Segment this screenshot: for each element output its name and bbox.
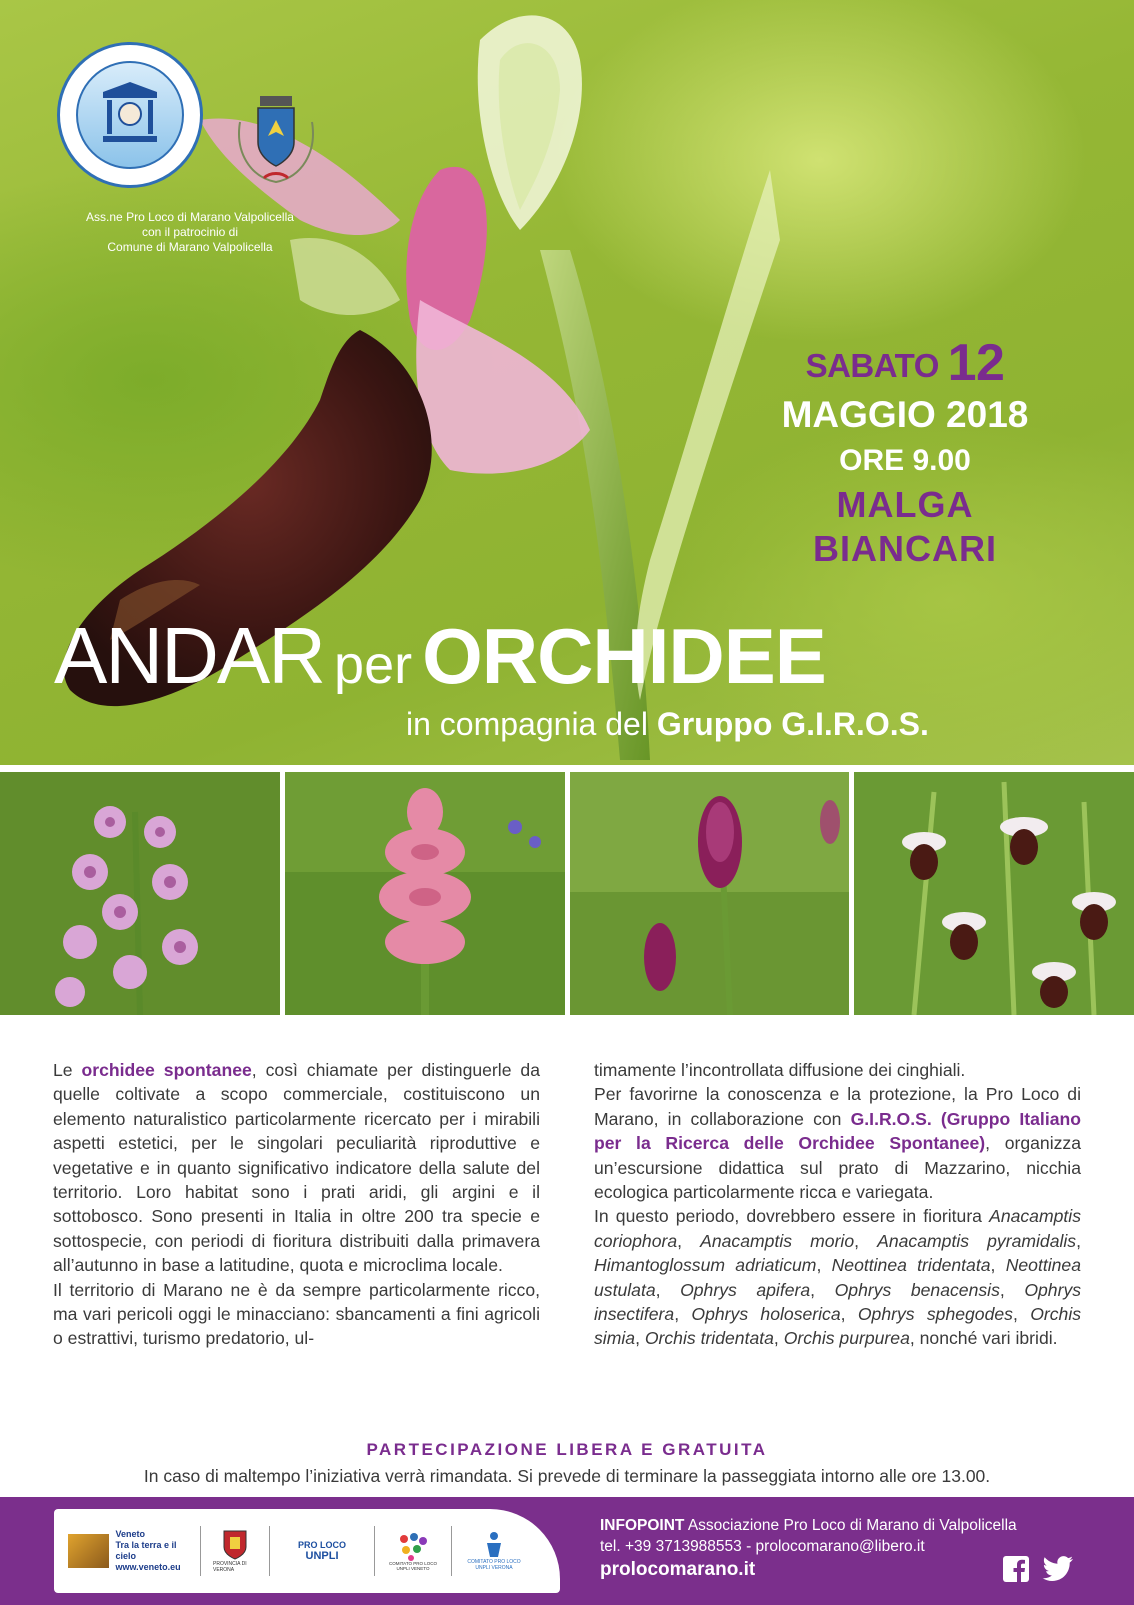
sponsor-comitato-verona [464,1531,524,1571]
infopoint [600,1515,1017,1583]
orchid-photo-4-image [854,772,1134,1015]
website-link[interactable]: prolocomarano.it [600,1559,756,1580]
title-orchidee: ORCHIDEE [422,612,826,700]
collab-pre: Per favorirne la conoscenza e la protezione, la Pro Loco di Marano, in collaborazione con [594,1084,1081,1129]
species-name: Orchis tridentata [644,1328,774,1349]
photo-orchid-4 [854,772,1134,1015]
organizer-caption [60,210,320,255]
veneto-image [68,1534,109,1568]
veneto-tagline: Tra la terra e il cielo [115,1540,177,1561]
event-date-block [740,334,1070,571]
comune-coat-of-arms [230,92,322,188]
photo-orchid-3 [570,772,850,1015]
event-month-year: MAGGIO 2018 [781,394,1029,435]
species-name: Ophrys insectifera [594,1279,1082,1325]
infopoint-text: Associazione Pro Loco di Marano di Valpolicella [684,1517,1017,1534]
event-day [740,334,1070,392]
species-name: Ophrys holoserica [691,1304,841,1325]
footer [0,1497,1134,1605]
photo-orchid-1 [0,772,280,1015]
provincia-label: PROVINCIA DI VERONA [213,1561,247,1573]
sponsor-veneto [68,1527,188,1575]
sponsor-logos [54,1509,560,1593]
species-name: Ophrys sphegodes [857,1304,1013,1325]
subtitle-prefix: in compagnia del [406,706,648,742]
sponsor-divider [269,1526,270,1576]
comitato-dots-icon [396,1531,430,1561]
collab-post: , organizza un’escursione didattica sul prato di Mazzarino, nicchia ecologica particolarmente ricca e variegata. [594,1133,1082,1203]
sponsor-divider [374,1526,375,1576]
event-place-line-1: MALGA [836,484,974,525]
paragraph-collaboration [594,1082,1081,1204]
day-number: 12 [947,334,1005,392]
veneto-url: www.veneto.eu [115,1562,181,1572]
intro-post: , così chiamate per distinguerle da quelle coltivate a scopo commerciale, costituiscono un elemento naturalistico particolarmente ricercato per i mirabili aspetti estetici, per le singolari peculiarità riproduttive e vegetative e in quanto significativo indicatore della salute del territorio. Loro habitat sono i prati aridi, gli argini e il sottobosco. Sono presenti in Italia in oltre 200 tra specie e sottospecie, con periodi di fioritura distribuiti dalla primavera all’autunno in base a latitudine, quota e microclima locale. [53,1060,540,1276]
paragraph-intro [53,1058,540,1278]
day-label: SABATO [805,347,939,384]
orchid-photo-gallery [0,772,1134,1015]
hero-banner [0,0,1134,765]
veneto-text [115,1529,188,1573]
paragraph-threats: Il territorio di Marano ne è da sempre particolarmente ricco, ma vari pericoli oggi le minacciano: sbancamenti a fini agricoli o estrattivi, turismo predatorio, ul- [53,1279,540,1349]
sponsor-divider [200,1526,201,1576]
collab-highlight: G.I.R.O.S. (Gruppo Italiano per la Ricerca delle Orchidee Spontanee) [594,1108,1081,1154]
social-links [1002,1555,1074,1583]
contact-line[interactable]: tel. +39 3713988553 - prolocomarano@libero.it [600,1538,925,1555]
intro-highlight: orchidee spontanee [81,1060,252,1080]
title-per: per [334,635,413,695]
unpli-label: UNPLI [305,1550,339,1562]
orchid-photo-2-image [285,772,565,1015]
caption-line-2: con il patrocinio di [141,225,239,239]
sponsor-comitato-veneto [387,1531,439,1571]
event-time: ORE 9.00 [839,444,971,477]
species-name: Ophrys apifera [680,1279,811,1300]
infopoint-label: INFOPOINT [600,1517,685,1534]
species-name: Orchis simia [594,1304,1082,1349]
comitato-label: COMITATO PRO LOCO UNPLI VENETO [388,1561,437,1571]
paragraph-threats-cont: timamente l’incontrollata diffusione dei cinghiali. [594,1060,966,1080]
infopoint-line [600,1515,1017,1536]
photo-orchid-2 [285,772,565,1015]
verona-figure-icon [483,1531,505,1559]
subtitle-group: Gruppo G.I.R.O.S. [656,706,929,742]
subtitle [406,706,929,743]
sponsor-divider [451,1526,452,1576]
twitter-icon[interactable] [1042,1555,1074,1583]
provincia-shield-icon [222,1529,248,1561]
orchid-photo-3-image [570,772,850,1015]
orchid-photo-1-image [0,772,280,1015]
species-name: Orchis purpurea [783,1328,910,1349]
verona-label: COMITATO PRO LOCO UNPLI VERONA [467,1559,521,1571]
species-name: Anacamptis morio [700,1230,855,1251]
weather-notice: In caso di maltempo l’iniziativa verrà rimandata. Si prevede di terminare la passeggiata intorno alle ore 13.00. [143,1466,991,1486]
intro-pre: Le [53,1060,82,1080]
caption-line-3: Comune di Marano Valpolicella [107,240,273,254]
title-andar: ANDAR [54,611,325,700]
species-name: Anacamptis coriophora [594,1206,1081,1251]
facebook-icon[interactable] [1002,1555,1030,1583]
caption-line-1: Ass.ne Pro Loco di Marano Valpolicella [86,210,294,224]
event-place-line-2: BIANCARI [813,528,997,569]
species-name: Neottinea tridentata [831,1255,991,1276]
species-post: , nonché vari ibridi. [909,1328,1058,1349]
proloco-label: PRO LOCO [297,1540,346,1550]
body-column-left [53,1058,540,1351]
coat-of-arms-icon [230,92,322,188]
paragraph-species: In questo periodo, dovrebbero essere in fioritura Anacamptis coriophora, Anacamptis morio, Anacamptis pyramidalis, Himantoglossum adriaticum, Neottinea tridentata, Neottinea ustulata, Ophrys apifera, Ophrys benacensis, Ophrys insectifera, Ophrys holoserica, Ophrys sphegodes, Orchis simia, Orchis tridentata, Orchis purpurea, nonché vari ibridi. [594,1206,1082,1349]
veneto-title: Veneto [115,1529,145,1539]
proloco-logo [57,42,203,188]
sponsor-proloco-unpli [282,1540,362,1562]
species-name: Neottinea ustulata [594,1255,1082,1300]
species-name: Anacamptis pyramidalis [877,1230,1077,1251]
body-column-right [594,1058,1081,1351]
species-name: Himantoglossum adriaticum [594,1255,817,1276]
temple-icon [95,80,165,150]
species-name: Ophrys benacensis [834,1279,1000,1300]
species-pre: In questo periodo, dovrebbero essere in fioritura [594,1206,990,1227]
sponsor-provincia [213,1529,257,1573]
participation-heading: PARTECIPAZIONE LIBERA E GRATUITA [366,1440,768,1459]
